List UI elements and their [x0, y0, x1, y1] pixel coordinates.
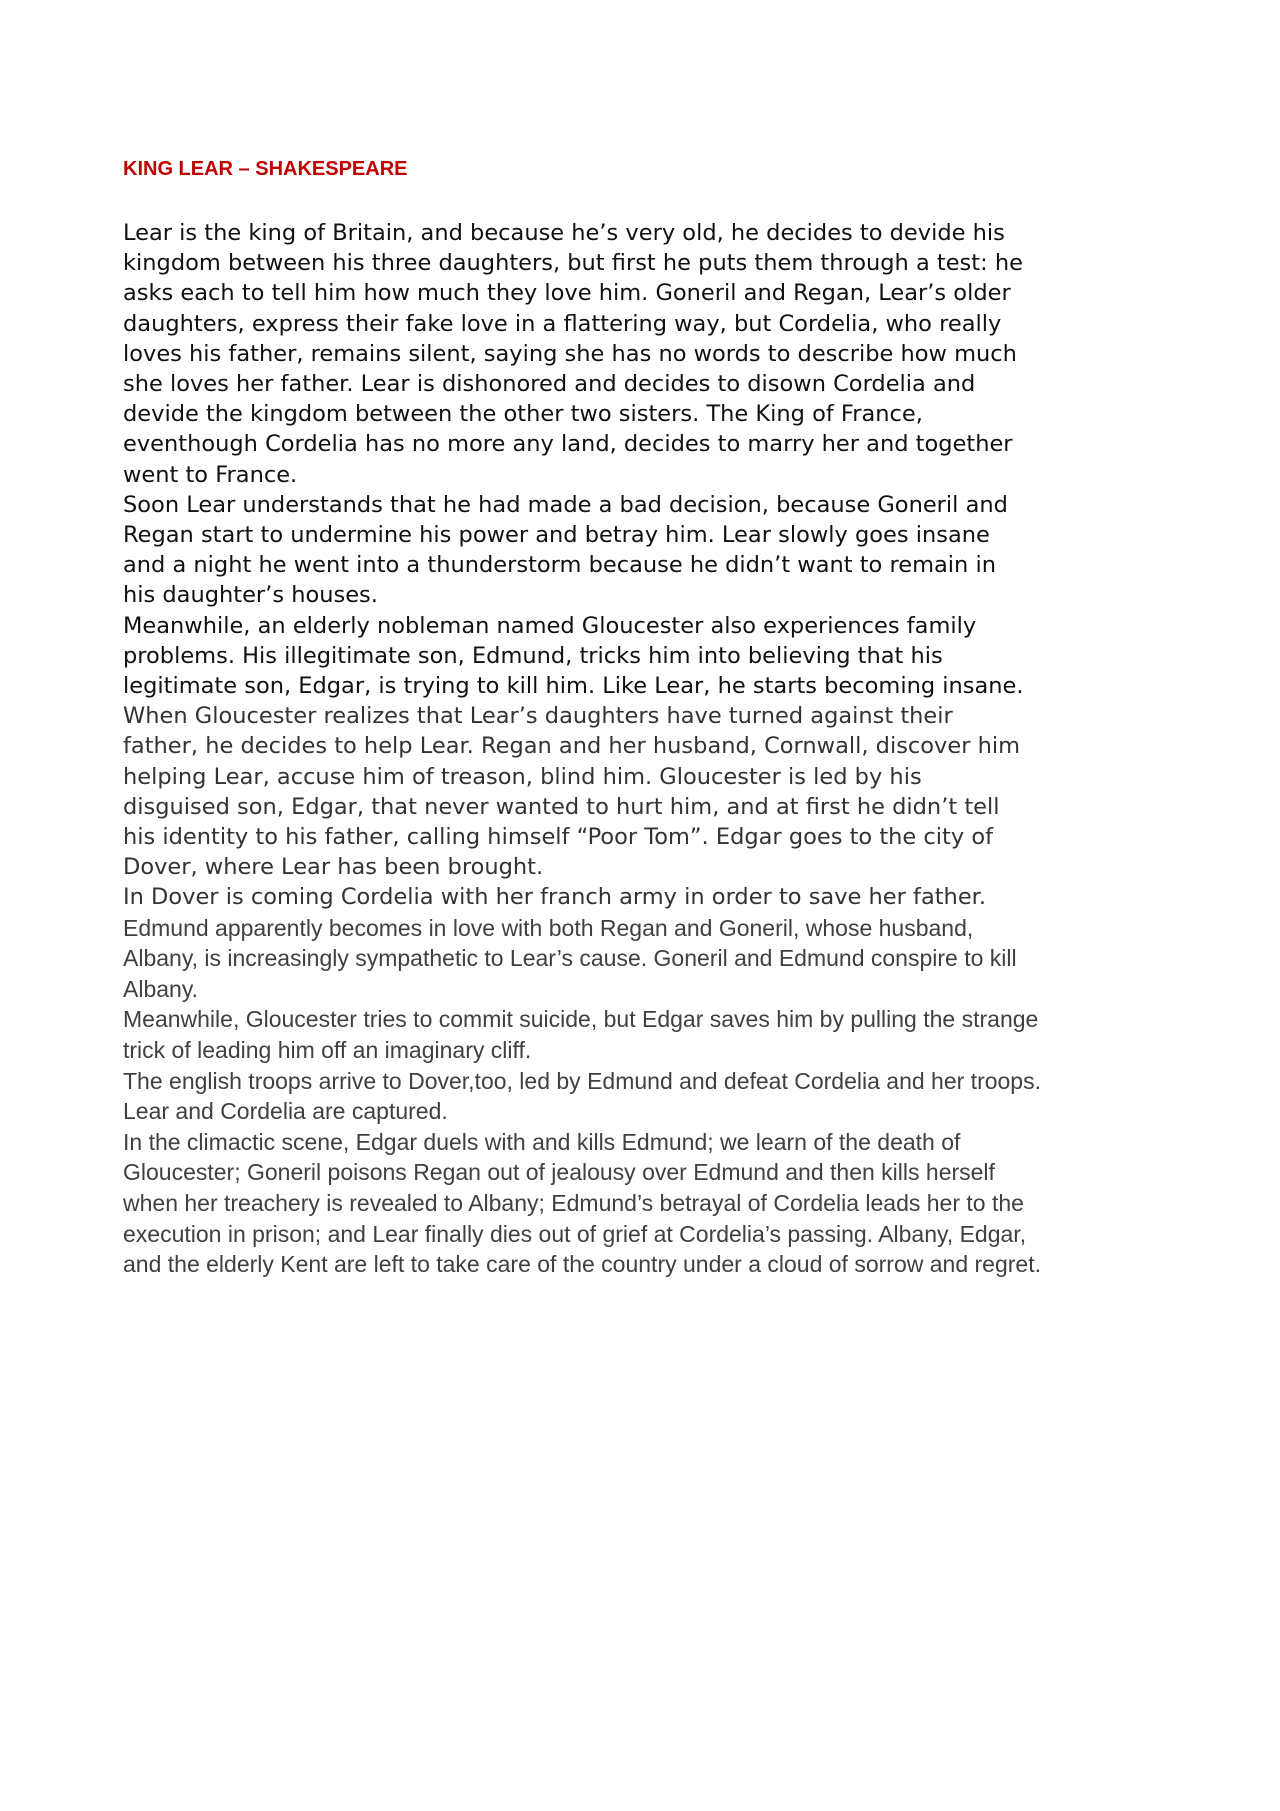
paragraph: [123, 701, 1183, 882]
paragraph: [123, 1127, 1183, 1280]
text-line: father, he decides to help Lear. Regan and her husband, Cornwall, discover him: [123, 733, 1021, 760]
text-line: eventhough Cordelia has no more any land, decides to marry her and together: [123, 431, 1013, 458]
text-line: The english troops arrive to Dover,too, led by Edmund and defeat Cordelia and her troops.: [123, 1067, 1041, 1094]
text-line: she loves her father. Lear is dishonored and decides to disown Cordelia and: [123, 371, 976, 398]
paragraph: [123, 611, 1183, 702]
page-title: KING LEAR – SHAKESPEARE: [123, 158, 408, 180]
text-line: Meanwhile, an elderly nobleman named Gloucester also experiences family: [123, 612, 977, 639]
text-line: when her treachery is revealed to Albany; Edmund’s betrayal of Cordelia leads her to the: [123, 1190, 1024, 1217]
text-line: In Dover is coming Cordelia with her franch army in order to save her father.: [123, 884, 986, 911]
text-line: helping Lear, accuse him of treason, blind him. Gloucester is led by his: [123, 763, 922, 790]
text-line: went to France.: [123, 461, 298, 488]
text-line: execution in prison; and Lear finally dies out of grief at Cordelia’s passing. Albany, Edgar,: [123, 1220, 1027, 1247]
text-line: kingdom between his three daughters, but first he puts them through a test: he: [123, 250, 1023, 277]
text-line: Regan start to undermine his power and betray him. Lear slowly goes insane: [123, 522, 990, 549]
text-line: Albany, is increasingly sympathetic to Lear’s cause. Goneril and Edmund conspire to kill: [123, 945, 1017, 972]
text-line: Meanwhile, Gloucester tries to commit suicide, but Edgar saves him by pulling the strange: [123, 1006, 1039, 1033]
text-line: devide the kingdom between the other two sisters. The King of France,: [123, 401, 923, 428]
text-line: his daughter’s houses.: [123, 582, 378, 609]
text-line: Soon Lear understands that he had made a bad decision, because Goneril and: [123, 491, 1008, 518]
text-line: Albany.: [123, 975, 199, 1002]
text-line: and the elderly Kent are left to take care of the country under a cloud of sorrow and regret.: [123, 1251, 1041, 1278]
text-line: Gloucester; Goneril poisons Regan out of jealousy over Edmund and then kills herself: [123, 1159, 995, 1186]
text-line: daughters, express their fake love in a flattering way, but Cordelia, who really: [123, 310, 1002, 337]
text-line: Lear is the king of Britain, and because he’s very old, he decides to devide his: [123, 220, 1005, 246]
text-line: disguised son, Edgar, that never wanted to hurt him, and at first he didn’t tell: [123, 793, 1000, 820]
paragraph: [123, 882, 1183, 912]
text-line: When Gloucester realizes that Lear’s daughters have turned against their: [123, 703, 953, 730]
paragraph: [123, 490, 1183, 611]
text-line: asks each to tell him how much they love him. Goneril and Regan, Lear’s older: [123, 280, 1011, 307]
text-line: and a night he went into a thunderstorm because he didn’t want to remain in: [123, 552, 996, 579]
text-line: Edmund apparently becomes in love with both Regan and Goneril, whose husband,: [123, 914, 974, 941]
text-line: trick of leading him off an imaginary cliff.: [123, 1037, 532, 1064]
text-line: Lear and Cordelia are captured.: [123, 1098, 448, 1125]
paragraph: [123, 218, 1183, 490]
paragraph: [123, 913, 1183, 1005]
document-body: [123, 218, 1183, 1280]
text-line: Dover, where Lear has been brought.: [123, 854, 544, 881]
text-line: his identity to his father, calling himself “Poor Tom”. Edgar goes to the city of: [123, 824, 994, 851]
paragraph: [123, 1066, 1183, 1127]
text-line: loves his father, remains silent, saying she has no words to describe how much: [123, 340, 1017, 367]
paragraph: [123, 1004, 1183, 1065]
text-line: problems. His illegitimate son, Edmund, tricks him into believing that his: [123, 642, 943, 669]
text-line: legitimate son, Edgar, is trying to kill him. Like Lear, he starts becoming insane.: [123, 673, 1024, 700]
text-line: In the climactic scene, Edgar duels with and kills Edmund; we learn of the death of: [123, 1128, 961, 1155]
